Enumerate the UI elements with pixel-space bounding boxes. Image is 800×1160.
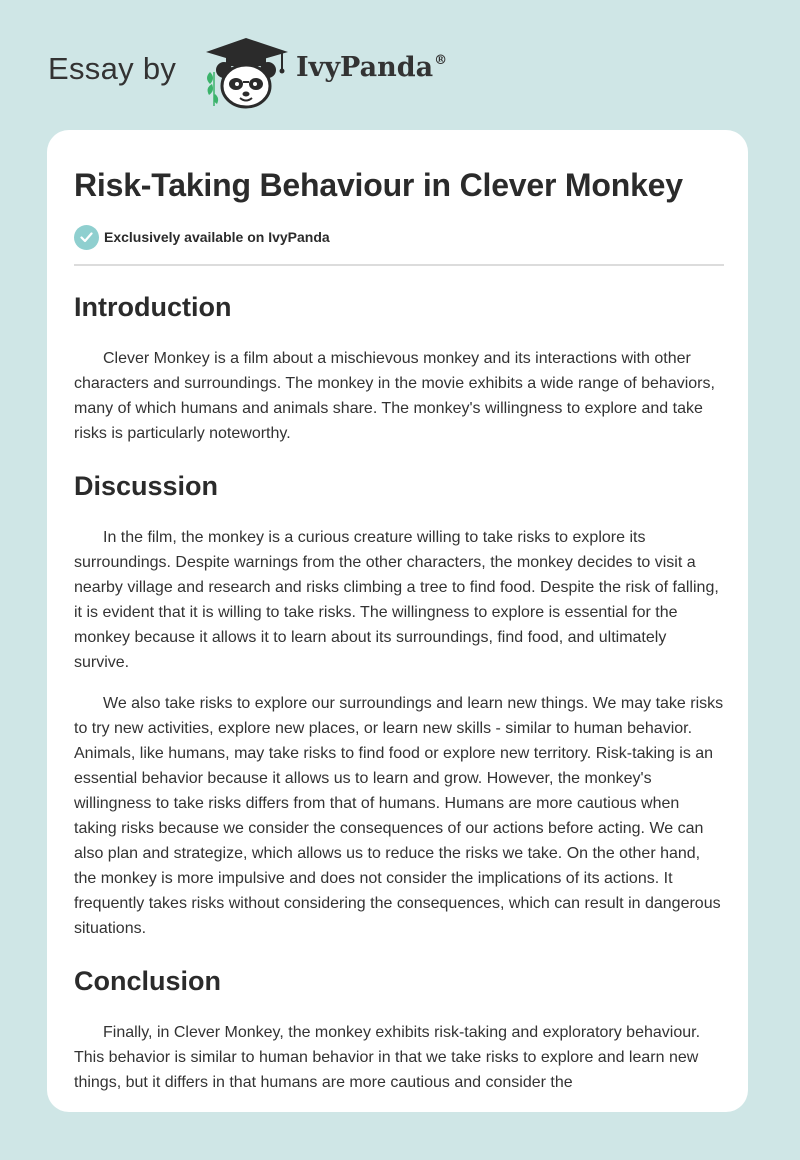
essay-by-label: Essay by bbox=[48, 51, 177, 86]
brand-name[interactable] bbox=[296, 52, 447, 83]
brand-text: IvyPanda bbox=[296, 52, 434, 83]
badge-label: Exclusively available on IvyPanda bbox=[104, 229, 330, 245]
exclusive-badge bbox=[74, 224, 724, 250]
registered-mark: ® bbox=[434, 53, 448, 68]
essay-content bbox=[74, 166, 724, 1095]
paragraph: Clever Monkey is a film about a mischievous monkey and its interactions with other characters and surroundings. The monkey in the movie exhibits a wide range of behaviors, many of which humans and animals share. The monkey's willingness to explore and take risks is particularly noteworthy. bbox=[74, 350, 715, 442]
paragraph: Finally, in Clever Monkey, the monkey exhibits risk-taking and exploratory behaviour. This behavior is similar to human behavior in that we take risks to explore and learn new things, but it differs in that humans are more cautious and consider the bbox=[74, 1024, 701, 1091]
paragraph: In the film, the monkey is a curious creature willing to take risks to explore its surroundings. Despite warnings from the other characters, the monkey decides to visit a nearby village and research and risks climbing a tree to find food. Despite the risk of falling, it is evident that it is willing to take risks. The willingness to explore is essential for the monkey because it allows it to learn about its surroundings, find food, and ultimately survive. bbox=[74, 529, 719, 671]
section-heading-conclusion: Conclusion bbox=[74, 966, 221, 996]
check-circle-icon bbox=[74, 225, 99, 250]
section-heading-introduction: Introduction bbox=[74, 292, 232, 322]
divider bbox=[74, 264, 724, 266]
site-header bbox=[0, 0, 800, 130]
panda-graduate-logo-icon[interactable] bbox=[200, 36, 292, 110]
essay-card bbox=[47, 130, 748, 1112]
section-heading-discussion: Discussion bbox=[74, 471, 219, 501]
page-title: Risk-Taking Behaviour in Clever Monkey bbox=[74, 167, 683, 203]
paragraph: We also take risks to explore our surroundings and learn new things. We may take risks to try new activities, explore new places, or learn new skills - similar to human behavior. Animals, like humans, may take risks to find food or explore new territory. Risk-taking is an essential behavior because it allows us to learn and grow. However, the monkey's willingness to take risks differs from that of humans. Humans are more cautious when taking risks because we consider the consequences of our actions before acting. We can also plan and strategize, which allows us to reduce the risks we take. On the other hand, the monkey is more impulsive and does not consider the implications of its actions. It frequently takes risks without considering the consequences, which can result in dangerous situations. bbox=[74, 695, 724, 937]
